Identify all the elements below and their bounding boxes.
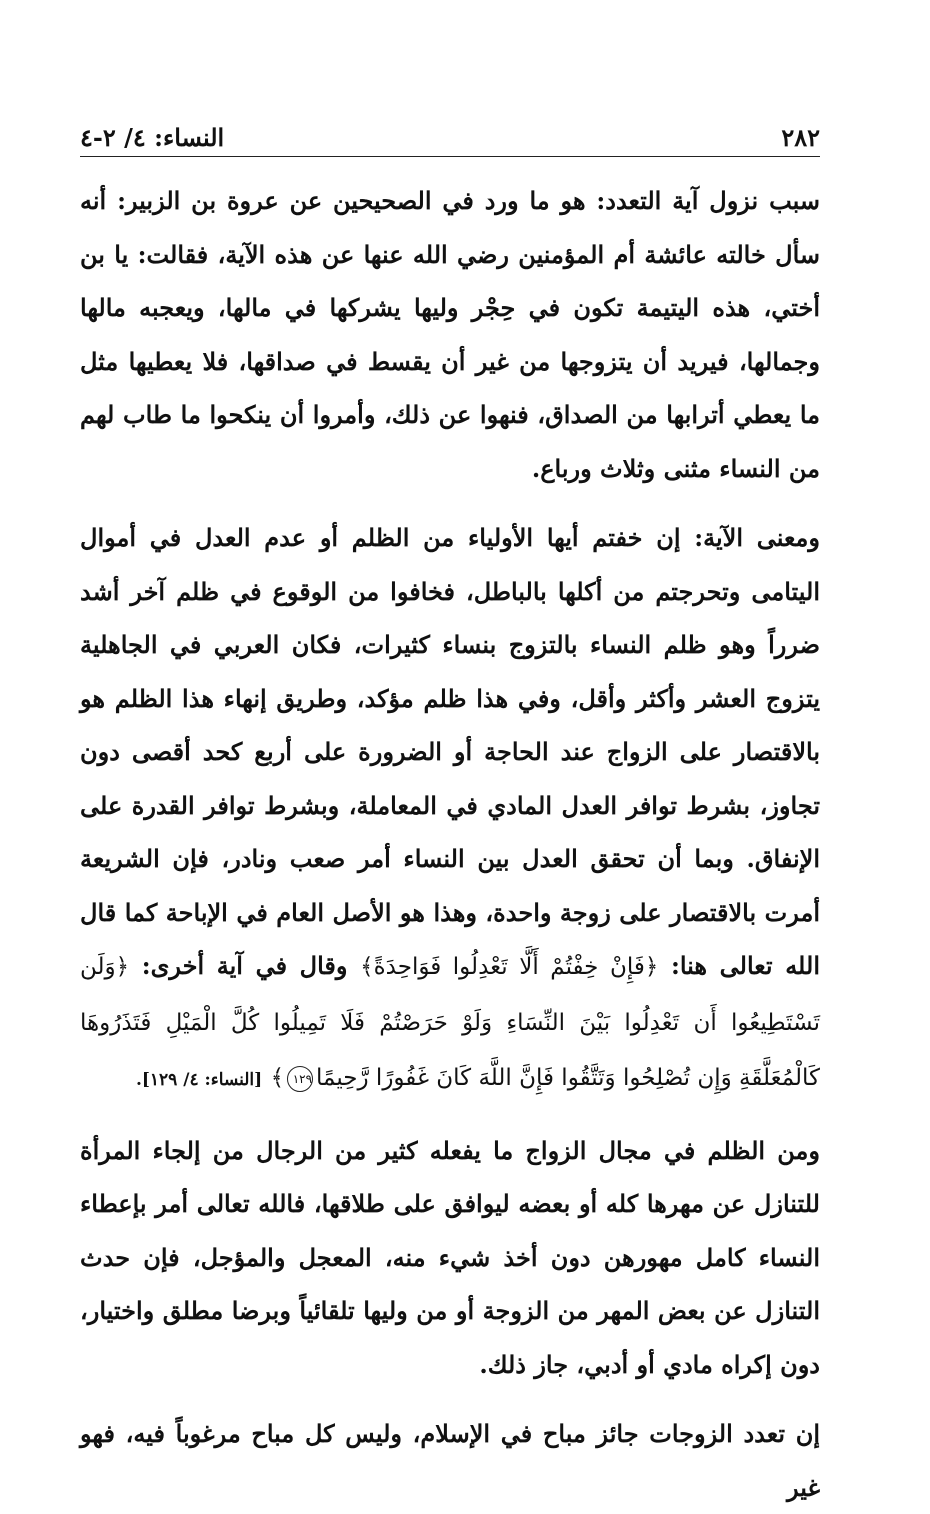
paragraph-meaning-of-verse: [80, 511, 820, 1108]
quran-quote-close: ﴾: [270, 1065, 285, 1091]
paragraph-text: ومعنى الآية: إن خفتم أيها الأولياء من الظلم أو عدم العدل في أموال اليتامى وتحرجتم من أكلها بالباطل، فخافوا من الوقوع في ظلم آخر أشد ضرراً وهو ظلم النساء بالتزوج بنساء كثيرات، فكان العربي في الجاهلية يتزوج العشر وأكثر وأقل، وفي هذا ظلم مؤكد، وطريق إنهاء هذا الظلم هو بالاقتصار على الزواج عند الحاجة أو الضرورة على أربع كحد أقصى دون تجاوز، بشرط توافر العدل المادي في المعاملة، وبشرط توافر القدرة على الإنفاق. وبما أن تحقق العدل بين النساء أمر صعب ونادر، فإن الشريعة أمرت بالاقتصار على زوجة واحدة، وهذا هو الأصل العام في الإباحة كما قال الله تعالى هنا:: [80, 523, 820, 980]
quran-quote: ﴿وَلَن تَسْتَطِيعُوا أَن تَعْدِلُوا بَيْنَ النِّسَاءِ وَلَوْ حَرَصْتُمْ فَلَا تَمِيلُوا كُلَّ الْمَيْلِ فَتَذَرُوهَا كَالْمُعَلَّقَةِ وَإِن تُصْلِحُوا وَتَتَّقُوا فَإِنَّ اللَّهَ كَانَ غَفُورًا رَّحِيمًا: [80, 954, 820, 1091]
quran-reference: [النساء: ٤/ ١٢٩].: [135, 1070, 263, 1090]
page-number: ٢٨٢: [781, 123, 820, 152]
header-divider: [80, 156, 820, 157]
quran-quote: ﴿فَإِنْ خِفْتُمْ أَلَّا تَعْدِلُوا فَوَاحِدَةً﴾: [360, 954, 659, 980]
page-header: [80, 112, 820, 152]
paragraph-text: وقال في آية أخرى:: [141, 951, 348, 980]
body-text: [80, 174, 820, 1514]
paragraph-dowry: ومن الظلم في مجال الزواج ما يفعله كثير من الرجال من إلجاء المرأة للتنازل عن مهرها كله أو بعضه ليوافق على طلاقها، فالله تعالى أمر بإعطاء النساء كامل مهورهن دون أخذ شيء منه، المعجل والمؤجل، فإن حدث التنازل عن بعض المهر من الزوجة أو من وليها تلقائياً وبرضا مطلق واختيار، دون إكراه مادي أو أدبي، جاز ذلك.: [80, 1135, 820, 1379]
verse-number-marker: ١٢٩: [287, 1066, 313, 1092]
paragraph-polygamy: إن تعدد الزوجات جائز مباح في الإسلام، وليس كل مباح مرغوباً فيه، فهو غير: [80, 1419, 820, 1502]
paragraph-reason-for-revelation: سبب نزول آية التعدد: هو ما ورد في الصحيحين عن عروة بن الزبير: أنه سأل خالته عائشة أم المؤمنين رضي الله عنها عن هذه الآية، فقالت: يا بن أختي، هذه اليتيمة تكون في حِجْر وليها يشركها في مالها، ويعجبه مالها وجمالها، فيريد أن يتزوجها من غير أن يقسط في صداقها، فلا يعطيها مثل ما يعطي أترابها من الصداق، فنهوا عن ذلك، وأمروا أن ينكحوا ما طاب لهم من النساء مثنى وثلاث ورباع.: [80, 186, 820, 483]
running-head: النساء: ٤/ ٢-٤: [80, 123, 225, 152]
